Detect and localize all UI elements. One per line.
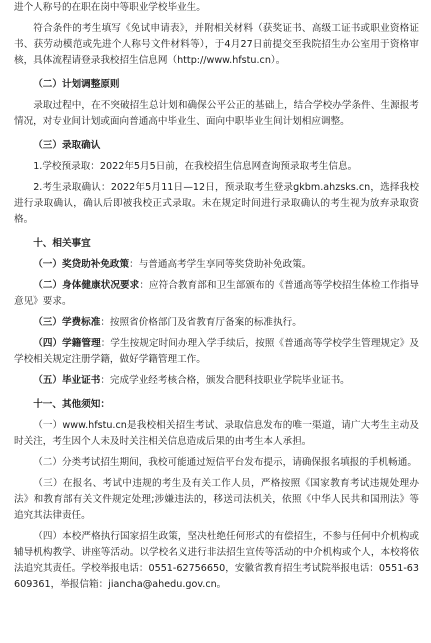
health-requirement-text: ：应符合教育部和卫生部颁布的《普通高等学校招生体检工作指导意见》要求。 [14,280,420,307]
other-notes-heading: 十一、其他须知： [33,399,110,410]
related-matters-heading: 十、相关事宜 [33,238,91,249]
admission-confirm-heading: （三）录取确认 [33,140,101,151]
diploma-lead: （五）毕业证书 [33,375,101,386]
health-requirement-lead: （二）身体健康状况要求 [33,280,140,291]
tuition-lead: （三）学费标准 [33,317,101,328]
student-status-paragraph [14,336,419,368]
official-site-paragraph: （一）www.hfstu.cn是我校相关招生考试、录取信息发布的唯一渠道，请广大考生主动及时关注，考生因个人未及时关注相关信息造成后果的由考生本人承担。 [14,420,419,447]
loan-policy-lead: （一）奖贷助补免政策 [33,259,130,270]
student-status-lead: （四）学籍管理 [33,338,101,349]
intro-tail-paragraph: 进个人称号的在职在岗中等职业学校毕业生。 [14,2,206,13]
loan-policy-paragraph [14,257,419,273]
plan-adjustment-paragraph: 录取过程中，在不突破招生总计划和确保公平公正的基础上，结合学校办学条件、生源报考情况，对专业间计划或面向普通高中毕业生、面向中职毕业生间计划相应调整。 [14,100,419,127]
violation-paragraph: （三）在报名、考试中违规的考生及有关工作人员，严格按照《国家教育考试违规处理办法》和教育部有关文件规定处理;涉嫌违法的，移送司法机关，依照《中华人民共和国刑法》等追究其法律责任。 [14,478,419,521]
anti-fraud-paragraph: （四）本校严格执行国家招生政策，坚决杜绝任何形式的有偿招生，不参与任何中介机构或辅导机构教学、讲座等活动。以学校名义进行非法招生宣传等活动的中介机构或个人，本校将依法追究其责任。学校举报电话：0551-62756650，安徽省教育招生考试院举报电话：0551-63609361，举报信箱：jiancha@ahedu.gov.cn。 [14,531,419,590]
diploma-text: ：完成学业经考核合格，颁发合肥科技职业学院毕业证书。 [100,375,350,386]
pre-admission-paragraph: 1.学校预录取：2022年5月5日前，在我校招生信息网查询预录取考生信息。 [33,161,358,172]
loan-policy-text: ：与普通高考学生享同等奖贷助补免政策。 [129,259,312,270]
admission-confirm-paragraph: 2.考生录取确认：2022年5月11日—12日，预录取考生登录gkbm.ahzsks.cn，选择我校进行录取确认，确认后即被我校正式录取。未在规定时间进行录取确认的考生视为放弃录取资格。 [14,182,419,225]
health-requirement-paragraph [14,278,419,310]
materials-paragraph: 符合条件的考生填写《免试申请表》，并附相关材料（获奖证书、高级工证书或职业资格证书、获劳动模范或先进个人称号文件材料等），于4月27日前提交至我院招生办公室用于资格审核，具体流程请登录我校招生信息网（http://www.hfstu.cn）。 [14,23,419,66]
plan-adjustment-heading: （二）计划调整原则 [33,79,120,90]
tuition-text: ：按照省价格部门及省教育厅备案的标准执行。 [100,317,302,328]
diploma-paragraph [14,373,419,389]
tuition-paragraph [14,315,419,331]
student-status-text: ：学生按规定时间办理入学手续后，按照《普通高等学校学生管理规定》及学校相关规定注册学籍，做好学籍管理工作。 [14,338,420,365]
sms-notice-paragraph: （二）分类考试招生期间，我校可能通过短信平台发布提示，请确保报名填报的手机畅通。 [33,457,417,468]
